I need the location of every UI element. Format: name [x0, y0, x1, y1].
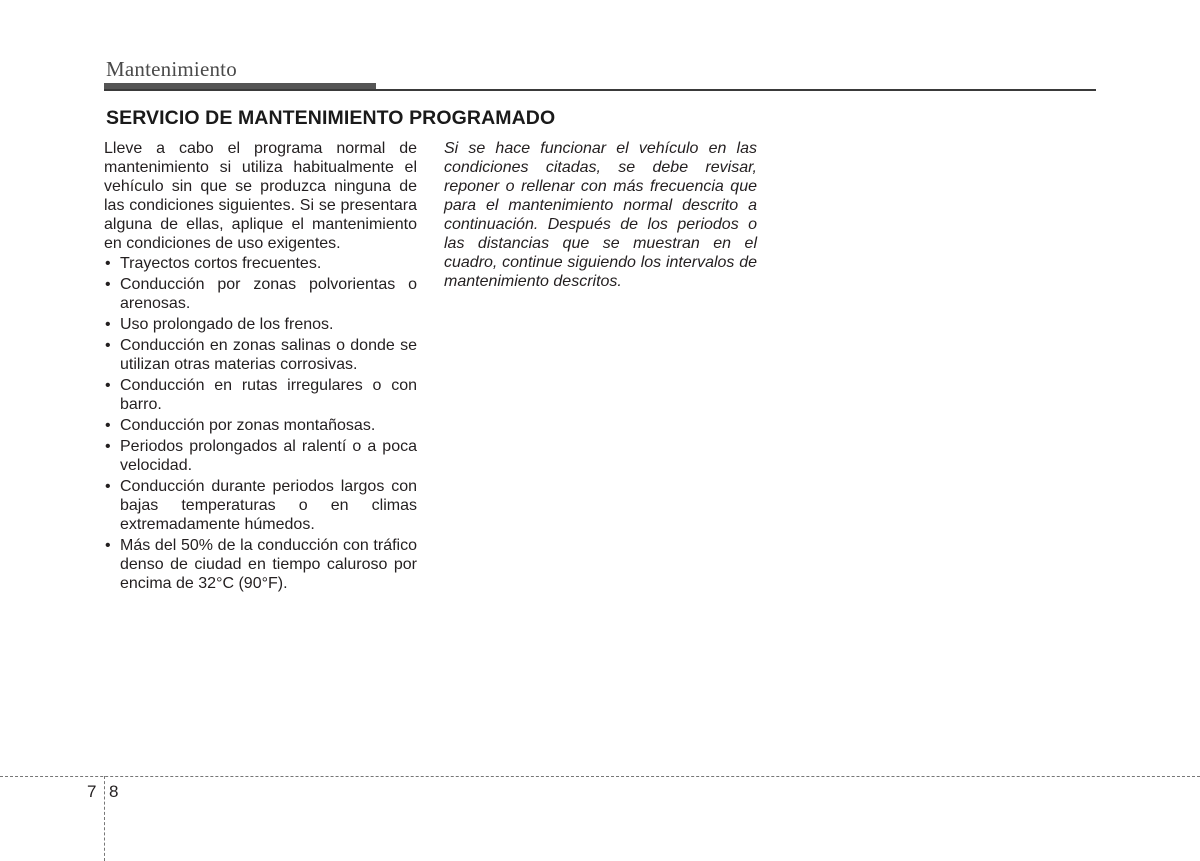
list-item: • Conducción en rutas irregulares o con barro.	[104, 376, 417, 414]
list-item: • Uso prolongado de los frenos.	[104, 315, 417, 334]
right-column	[444, 139, 757, 291]
conditions-list	[104, 254, 417, 593]
list-item: • Periodos prolongados al ralentí o a poca velocidad.	[104, 437, 417, 475]
list-item: • Conducción por zonas montañosas.	[104, 416, 417, 435]
list-item: • Conducción en zonas salinas o donde se utilizan otras materias corrosivas.	[104, 336, 417, 374]
list-item: • Trayectos cortos frecuentes.	[104, 254, 417, 273]
list-item: • Más del 50% de la conducción con tráfico denso de ciudad en tiempo caluroso por encima de 32°C (90°F).	[104, 536, 417, 593]
chapter-header-title: Mantenimiento	[106, 57, 237, 81]
chapter-number: 7	[87, 782, 97, 801]
section-heading: SERVICIO DE MANTENIMIENTO PROGRAMADO	[106, 107, 556, 129]
intro-paragraph: Lleve a cabo el programa normal de mantenimiento si utiliza habitualmente el vehículo sin que se produzca ninguna de las condiciones siguientes. Si se presentara alguna de ellas, aplique el mantenimiento en condiciones de uso exigentes.	[104, 140, 417, 252]
list-item: • Conducción durante periodos largos con bajas temperaturas o en climas extremadamente húmedos.	[104, 477, 417, 534]
footer-dashed-divider	[104, 776, 105, 861]
header-rule	[104, 89, 1096, 91]
footer-dashed-rule	[0, 776, 1200, 777]
list-item: • Conducción por zonas polvorientas o arenosas.	[104, 275, 417, 313]
left-column	[104, 139, 417, 595]
page-number: 8	[109, 782, 119, 801]
note-paragraph: Si se hace funcionar el vehículo en las condiciones citadas, se debe revisar, reponer o rellenar con más frecuencia que para el mantenimiento normal descrito a continuación. Después de los periodos o las distancias que se muestran en el cuadro, continue siguiendo los intervalos de mantenimiento descritos.	[444, 140, 757, 290]
